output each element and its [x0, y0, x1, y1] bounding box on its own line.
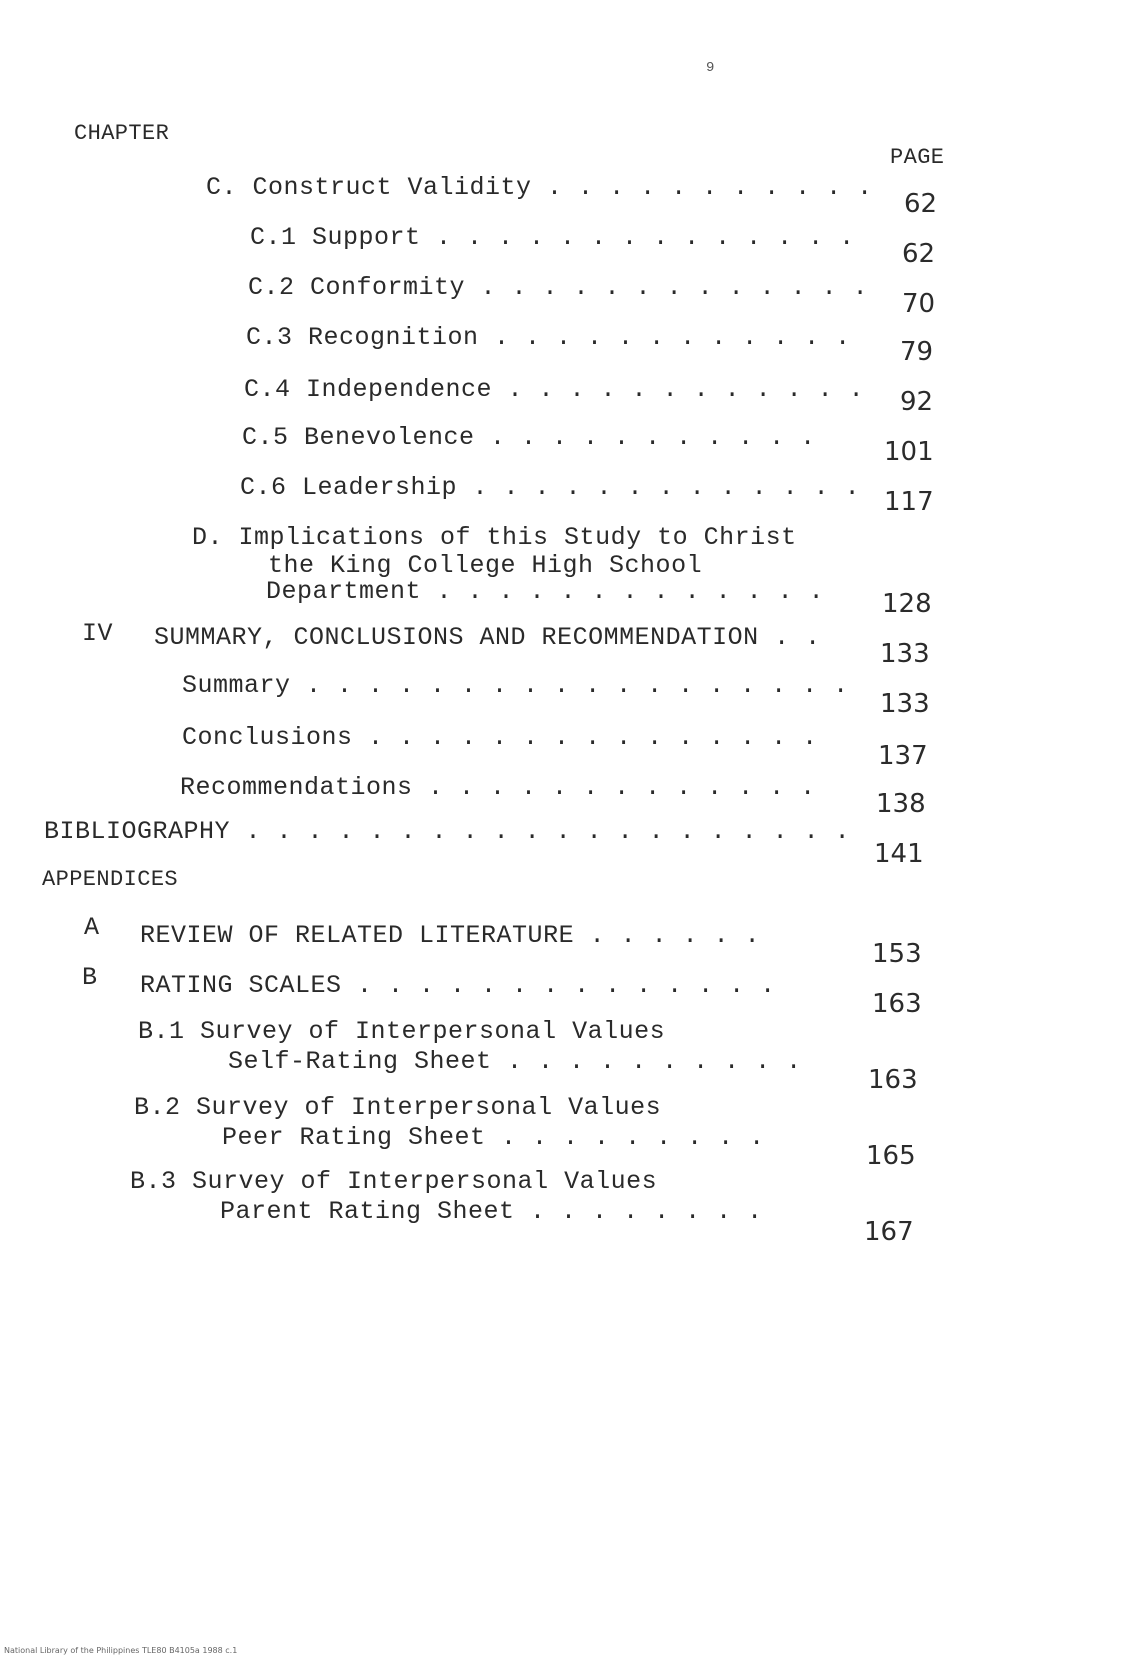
toc-entry-page: 70 [902, 289, 936, 319]
toc-entry-label: C.1 Support . . . . . . . . . . . . . . [250, 223, 855, 252]
toc-entry-label: C.5 Benevolence . . . . . . . . . . . [242, 423, 816, 452]
toc-entry-page: 138 [876, 789, 926, 819]
toc-entry-label: SUMMARY, CONCLUSIONS AND RECOMMENDATION . . [154, 623, 821, 652]
toc-appendix-letter: A [84, 913, 100, 942]
appendices-heading: APPENDICES [42, 867, 179, 892]
toc-chapter-number: IV [82, 619, 114, 648]
toc-entry-page: 137 [878, 741, 928, 771]
toc-entry-label: Summary . . . . . . . . . . . . . . . . . . [182, 671, 849, 700]
chapter-heading: CHAPTER [74, 121, 170, 146]
toc-entry-label: BIBLIOGRAPHY . . . . . . . . . . . . . . . . . . . . [44, 817, 851, 846]
archive-footer: National Library of the Philippines TLE80 B4105a 1988 c.1 [4, 1646, 238, 1655]
toc-appendix-letter: B [82, 963, 98, 992]
toc-entry-label-line: Parent Rating Sheet . . . . . . . . [220, 1197, 763, 1226]
toc-entry-page: 165 [866, 1141, 916, 1171]
toc-entry-label-line: B.2 Survey of Interpersonal Values [134, 1093, 662, 1122]
toc-entry-label: Recommendations . . . . . . . . . . . . . [180, 773, 816, 802]
toc-entry-label: C. Construct Validity . . . . . . . . . . . [206, 173, 873, 202]
page-mark: 9 [706, 60, 715, 76]
toc-entry-label: C.6 Leadership . . . . . . . . . . . . . [240, 473, 861, 502]
toc-entry-page: 117 [884, 487, 934, 517]
toc-entry-label: Conclusions . . . . . . . . . . . . . . . [182, 723, 818, 752]
toc-entry-label: C.3 Recognition . . . . . . . . . . . . [246, 323, 851, 352]
toc-entry-page: 62 [902, 239, 936, 269]
toc-entry-page: 92 [900, 387, 934, 417]
toc-entry-label-line: the King College High School [268, 551, 703, 580]
toc-entry-label: REVIEW OF RELATED LITERATURE . . . . . . [140, 921, 761, 950]
toc-entry-page: 62 [904, 189, 938, 219]
toc-entry-label-line: Peer Rating Sheet . . . . . . . . . [222, 1123, 765, 1152]
toc-entry-label: C.4 Independence . . . . . . . . . . . . [244, 375, 865, 404]
toc-entry-page: 153 [872, 939, 922, 969]
toc-entry-label-line: B.1 Survey of Interpersonal Values [138, 1017, 666, 1046]
toc-entry-page: 128 [882, 589, 932, 619]
toc-entry-label-line: Department . . . . . . . . . . . . . [266, 577, 825, 606]
toc-entry-page: 133 [880, 689, 930, 719]
toc-entry-page: 163 [872, 989, 922, 1019]
toc-entry-label-line: D. Implications of this Study to Christ [192, 523, 797, 552]
toc-entry-page: 79 [900, 337, 934, 367]
toc-entry-label: C.2 Conformity . . . . . . . . . . . . . [248, 273, 869, 302]
toc-entry-page: 133 [880, 639, 930, 669]
toc-entry-page: 141 [874, 839, 924, 869]
toc-entry-label-line: B.3 Survey of Interpersonal Values [130, 1167, 658, 1196]
toc-entry-page: 167 [864, 1217, 914, 1247]
toc-entry-label: RATING SCALES . . . . . . . . . . . . . . [140, 971, 776, 1000]
toc-entry-page: 101 [884, 437, 934, 467]
toc-entry-page: 163 [868, 1065, 918, 1095]
page-heading: PAGE [890, 145, 945, 170]
toc-entry-label-line: Self-Rating Sheet . . . . . . . . . . [228, 1047, 802, 1076]
